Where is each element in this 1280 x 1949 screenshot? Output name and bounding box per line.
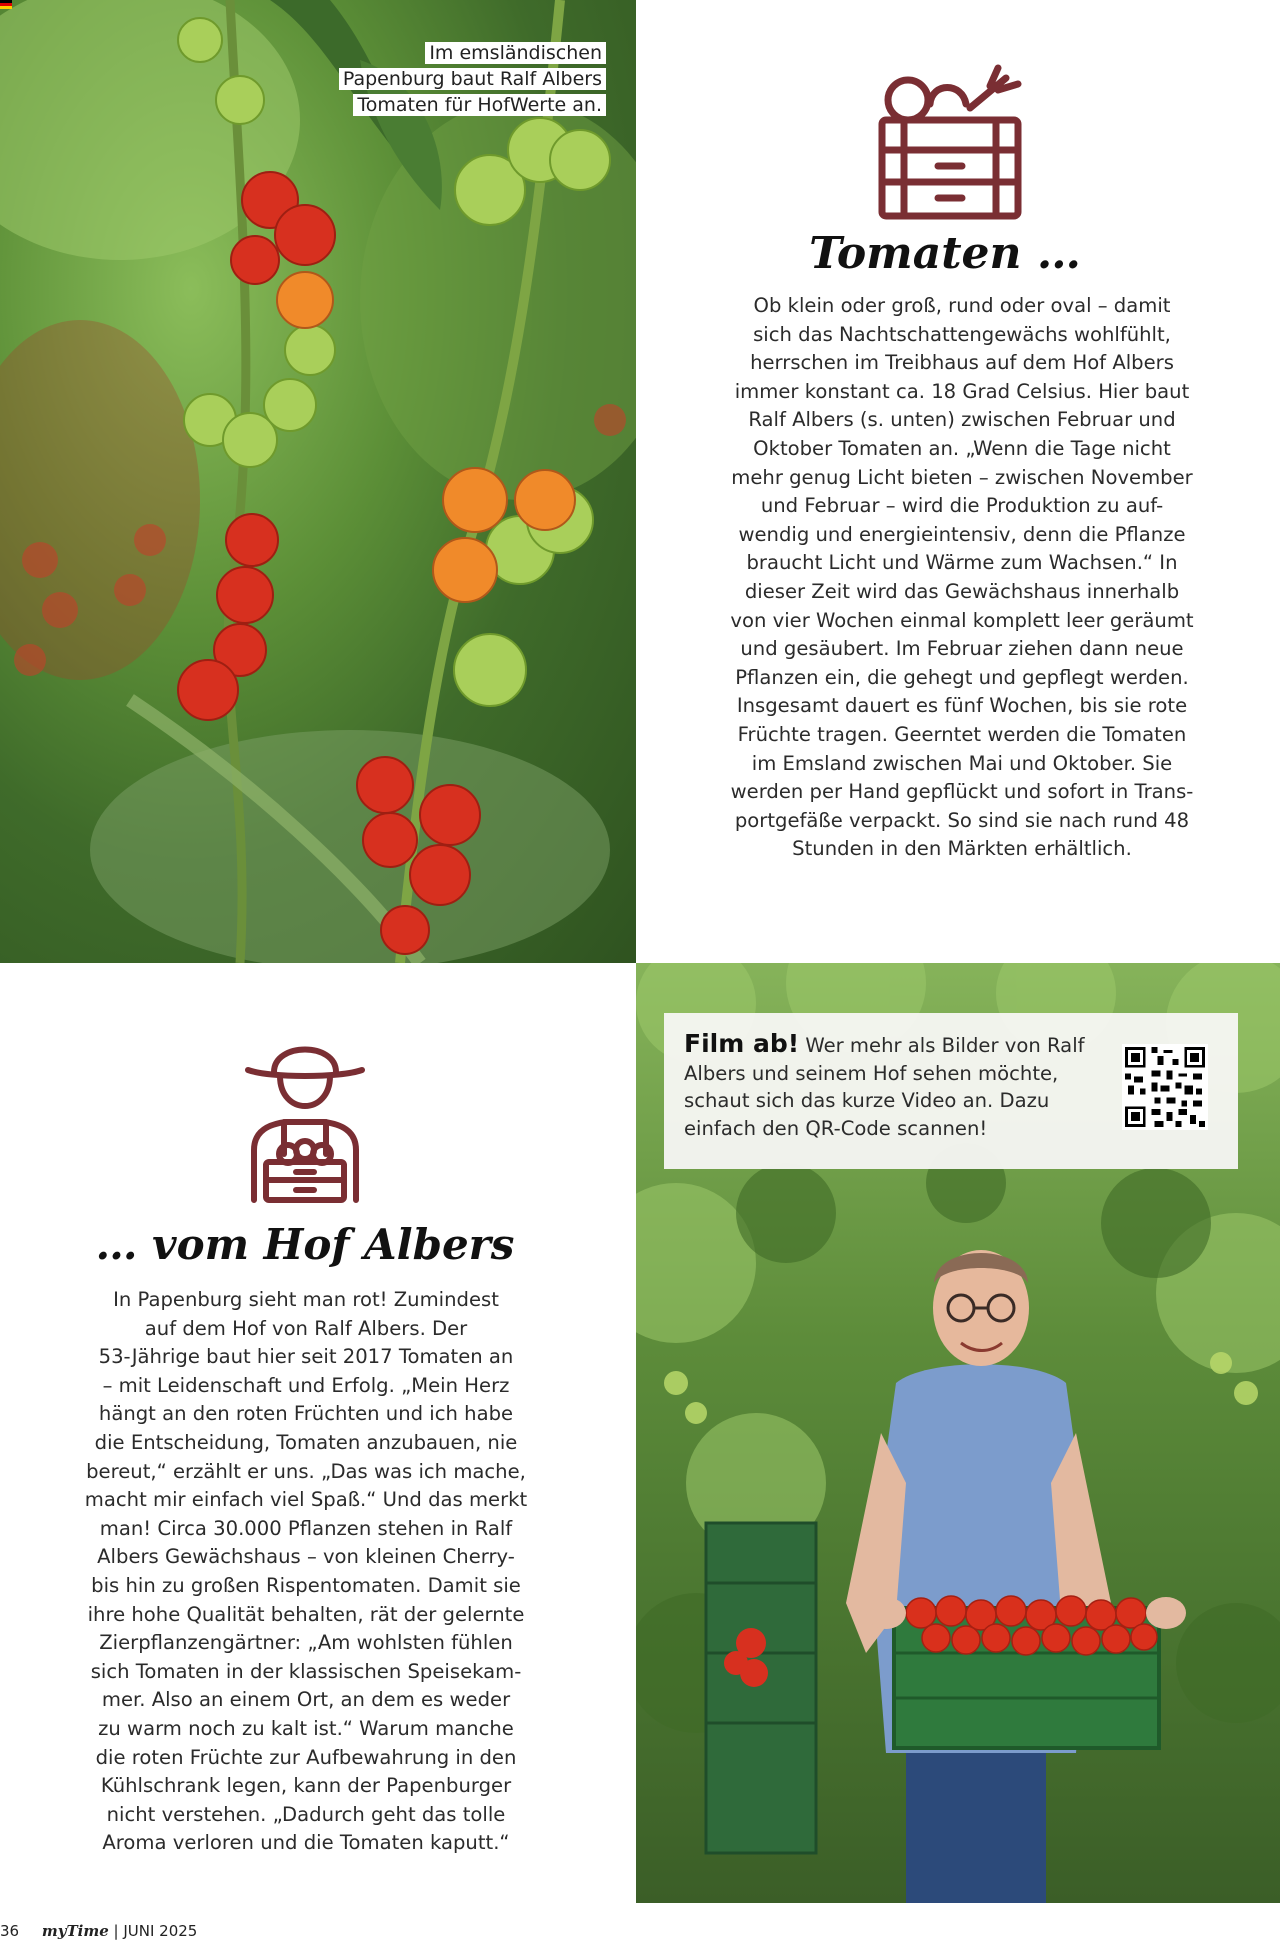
text-line: macht mir einfach viel Spaß.“ Und das merkt <box>84 1488 528 1512</box>
text-line: zu warm noch zu kalt ist.“ Warum manche <box>98 1716 514 1740</box>
issue-date: | JUNI 2025 <box>113 1922 198 1940</box>
text-line: bereut,“ erzählt er uns. „Das was ich mache, <box>86 1459 526 1483</box>
text-line: Oktober Tomaten an. „Wenn die Tage nicht <box>753 436 1171 460</box>
text-line: immer konstant ca. 18 Grad Celsius. Hier baut <box>734 379 1190 403</box>
tomato-vine-illustration <box>0 0 636 963</box>
text-line: Früchte tragen. Geerntet werden die Tomaten <box>737 722 1187 746</box>
text-line: Ob klein oder groß, rund oder oval – damit <box>753 294 1171 317</box>
text-line: Insgesamt dauert es fünf Wochen, bis sie rote <box>736 694 1188 718</box>
text-line: herrschen im Treibhaus auf dem Hof Albers <box>750 351 1174 375</box>
flag-icon <box>0 0 12 9</box>
hof-albers-body-text <box>76 1286 536 1858</box>
text-line: bis hin zu großen Rispentomaten. Damit sie <box>91 1573 521 1597</box>
text-line: Ralf Albers (s. unten) zwischen Februar und <box>748 408 1176 432</box>
tomaten-body-text <box>724 292 1200 864</box>
text-line: wendig und energieintensiv, denn die Pflanze <box>738 522 1186 546</box>
text-line: Zierpflanzengärtner: „Am wohlsten fühlen <box>99 1631 513 1655</box>
farmer-with-crate-icon <box>240 1030 370 1205</box>
text-line: Wer mehr als Bilder von Ralf <box>799 1034 1085 1057</box>
text-line: werden per Hand gepflückt und sofort in Trans- <box>730 780 1194 804</box>
section-title-tomaten: Tomaten … <box>809 228 1081 279</box>
text-line: auf dem Hof von Ralf Albers. Der <box>144 1316 468 1340</box>
text-line: einfach den QR-Code scannen! <box>684 1116 988 1140</box>
text-line: Albers Gewächshaus – von kleinen Cherry- <box>97 1545 515 1569</box>
video-info-text <box>684 1030 1104 1142</box>
text-line: Albers und seinem Hof sehen möchte, <box>684 1061 1059 1085</box>
text-line: schaut sich das kurze Video an. Dazu <box>684 1089 1050 1113</box>
video-info-heading: Film ab! <box>684 1029 800 1058</box>
text-line: die Entscheidung, Tomaten anzubauen, nie <box>94 1430 518 1454</box>
text-line: und gesäubert. Im Februar ziehen dann neue <box>740 637 1184 661</box>
text-line: braucht Licht und Wärme zum Wachsen.“ In <box>746 551 1178 575</box>
photo-caption <box>306 40 606 118</box>
text-line: von vier Wochen einmal komplett leer geräumt <box>730 608 1194 632</box>
caption-line: Im emsländischen <box>425 42 606 64</box>
text-line: und Februar – wird die Produktion zu auf- <box>760 494 1164 518</box>
text-line: sich das Nachtschattengewächs wohlfühlt, <box>753 322 1171 346</box>
text-line: portgefäße verpackt. So sind sie nach rund 48 <box>734 808 1190 832</box>
text-line: ihre hohe Qualität behalten, rät der gelernte <box>87 1602 525 1626</box>
text-line: man! Circa 30.000 Pflanzen stehen in Ralf <box>99 1516 513 1540</box>
text-line: im Emsland zwischen Mai und Oktober. Sie <box>751 751 1173 775</box>
text-line: mer. Also an einem Ort, an dem es weder <box>101 1688 511 1712</box>
text-line: 53-Jährige baut hier seit 2017 Tomaten an <box>98 1345 514 1369</box>
text-line: Stunden in den Märkten erhältlich. <box>792 837 1132 861</box>
text-line: Kühlschrank legen, kann der Papenburger <box>100 1774 512 1798</box>
page-number: 36 <box>0 1922 20 1940</box>
text-line: – mit Leidenschaft und Erfolg. „Mein Herz <box>102 1373 510 1397</box>
section-title-hof-albers: … vom Hof Albers <box>95 1220 515 1269</box>
qr-code-icon[interactable] <box>1122 1044 1208 1130</box>
magazine-logo: myTime <box>41 1922 109 1940</box>
text-line: hängt an den roten Früchten und ich habe <box>98 1402 514 1426</box>
crate-with-vegetables-icon <box>870 64 1030 224</box>
tomato-vine-photo <box>0 0 636 963</box>
text-line: mehr genug Licht bieten – zwischen November <box>731 465 1193 489</box>
text-line: dieser Zeit wird das Gewächshaus innerhalb <box>744 579 1180 603</box>
text-line: In Papenburg sieht man rot! Zumindest <box>113 1288 499 1311</box>
page-footer <box>0 1922 197 1946</box>
text-line: sich Tomaten in der klassischen Speisekam- <box>90 1659 522 1683</box>
text-line: Aroma verloren und die Tomaten kaputt.“ <box>102 1831 510 1855</box>
caption-line: Tomaten für HofWerte an. <box>353 94 606 116</box>
caption-line: Papenburg baut Ralf Albers <box>339 68 606 90</box>
text-line: nicht verstehen. „Dadurch geht das tolle <box>106 1802 506 1826</box>
text-line: Pflanzen ein, die gehegt und gepflegt werden. <box>735 665 1189 689</box>
text-line: die roten Früchte zur Aufbewahrung in den <box>95 1745 517 1769</box>
